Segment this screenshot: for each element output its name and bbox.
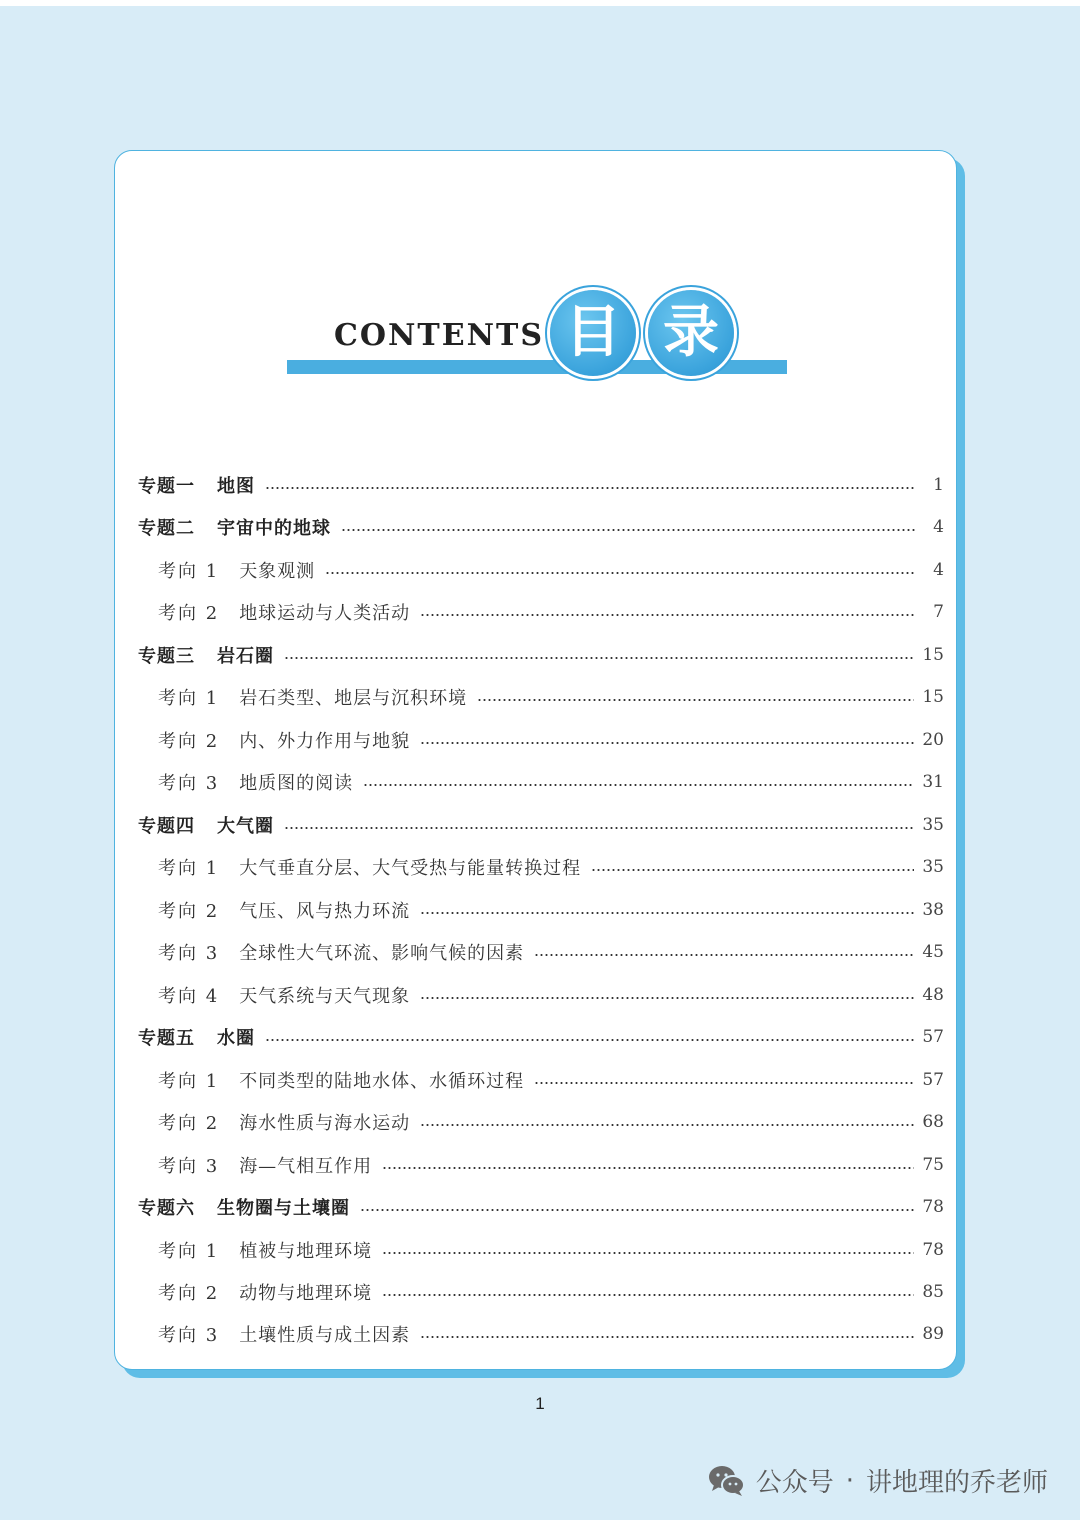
title-char-circle-1: 目 [550,290,636,376]
toc-topic-number: 考向 1 [158,688,220,709]
toc-page-number: 20 [922,730,944,750]
toc-section-title: 大气圈 [217,816,274,837]
dot-leader [265,487,916,489]
dot-leader [360,1209,914,1211]
toc-page-number: 89 [922,1324,944,1344]
dot-leader [382,1167,914,1169]
dot-leader [534,954,914,956]
toc-page-number: 15 [922,687,944,707]
toc-topic-title: 地球运动与人类活动 [239,603,411,624]
toc-page-number: 48 [922,985,944,1005]
dot-leader [382,1252,914,1254]
dot-leader [420,1124,914,1126]
toc-topic-row[interactable] [158,937,944,967]
toc-topic-number: 考向 4 [158,986,220,1007]
contents-title: CONTENTS [334,318,545,353]
toc-section-title: 地图 [217,476,255,497]
toc-page-number: 78 [922,1197,944,1217]
top-edge [0,0,1080,6]
toc-topic-title: 不同类型的陆地水体、水循环过程 [239,1071,525,1092]
toc-section-number: 专题三 [138,646,195,667]
watermark [708,1462,1048,1499]
toc-topic-row[interactable] [158,767,944,797]
toc-topic-row[interactable] [158,1065,944,1095]
toc-topic-title: 海—气相互作用 [239,1156,373,1177]
toc-topic-row[interactable] [158,682,944,712]
toc-topic-title: 海水性质与海水运动 [239,1113,411,1134]
dot-leader [284,657,914,659]
toc-topic-title: 气压、风与热力环流 [239,901,411,922]
toc-page-number: 31 [922,772,944,792]
page-number: 1 [535,1394,545,1413]
toc-topic-number: 考向 1 [158,1071,220,1092]
toc-page-number: 85 [922,1282,944,1302]
toc-page-number: 1 [933,475,944,495]
toc-section-number: 专题二 [138,518,195,539]
toc-topic-number: 考向 2 [158,901,220,922]
toc-section-row[interactable] [138,470,944,500]
dot-leader [477,699,914,701]
watermark-separator: · [845,1465,854,1496]
toc-section-row[interactable] [138,1022,944,1052]
toc-section-title: 宇宙中的地球 [217,518,331,539]
toc-page-number: 15 [922,645,944,665]
dot-leader [382,1294,914,1296]
toc-topic-number: 考向 3 [158,1325,220,1346]
toc-section-row[interactable] [138,640,944,670]
toc-topic-number: 考向 2 [158,1283,220,1304]
toc-topic-title: 全球性大气环流、影响气候的因素 [239,943,525,964]
dot-leader [265,1039,914,1041]
bottom-edge [0,1520,1080,1528]
toc-topic-number: 考向 3 [158,1156,220,1177]
toc-topic-title: 地质图的阅读 [239,773,354,794]
toc-page-number: 35 [922,857,944,877]
toc-topic-row[interactable] [158,1277,944,1307]
dot-leader [591,869,914,871]
toc-topic-title: 岩石类型、地层与沉积环境 [239,688,468,709]
toc-section-number: 专题六 [138,1198,195,1219]
toc-topic-row[interactable] [158,895,944,925]
toc-section-title: 水圈 [217,1028,255,1049]
toc-topic-number: 考向 2 [158,603,220,624]
dot-leader [325,572,916,574]
dot-leader [420,997,914,999]
toc-section-row[interactable] [138,1192,944,1222]
toc-topic-number: 考向 3 [158,943,220,964]
toc-page-number: 57 [922,1027,944,1047]
toc-page-number: 78 [922,1240,944,1260]
toc-topic-row[interactable] [158,555,944,585]
toc-topic-title: 天气系统与天气现象 [239,986,411,1007]
toc-topic-title: 动物与地理环境 [239,1283,373,1304]
toc-page-number: 45 [922,942,944,962]
wechat-icon [708,1464,746,1498]
toc-page-number: 57 [922,1070,944,1090]
toc-section-number: 专题五 [138,1028,195,1049]
toc-page-number: 38 [922,900,944,920]
dot-leader [420,614,916,616]
toc-topic-row[interactable] [158,1150,944,1180]
toc-page-number: 75 [922,1155,944,1175]
toc-section-title: 生物圈与土壤圈 [217,1198,350,1219]
toc-page-number: 7 [933,602,944,622]
toc-section-row[interactable] [138,512,944,542]
toc-page-number: 4 [933,517,944,537]
toc-topic-title: 内、外力作用与地貌 [239,731,411,752]
toc-topic-row[interactable] [158,980,944,1010]
toc-page-number: 4 [933,560,944,580]
toc-page-number: 35 [922,815,944,835]
watermark-account-type: 公众号 [755,1468,834,1498]
toc-topic-number: 考向 1 [158,1241,220,1262]
toc-topic-number: 考向 3 [158,773,220,794]
toc-topic-number: 考向 2 [158,1113,220,1134]
toc-topic-title: 大气垂直分层、大气受热与能量转换过程 [239,858,582,879]
toc-topic-number: 考向 1 [158,561,220,582]
toc-section-number: 专题四 [138,816,195,837]
toc-topic-row[interactable] [158,852,944,882]
toc-page-number: 68 [922,1112,944,1132]
toc-topic-row[interactable] [158,597,944,627]
title-char-circle-2: 录 [648,290,734,376]
toc-section-title: 岩石圈 [217,646,274,667]
toc-topic-title: 植被与地理环境 [239,1241,373,1262]
toc-topic-row[interactable] [158,725,944,755]
toc-topic-title: 天象观测 [239,561,316,582]
dot-leader [341,529,916,531]
dot-leader [420,1336,914,1338]
dot-leader [420,742,914,744]
toc-topic-row[interactable] [158,1319,944,1349]
toc-section-row[interactable] [138,810,944,840]
toc-topic-title: 土壤性质与成土因素 [239,1325,411,1346]
toc-topic-row[interactable] [158,1235,944,1265]
toc-topic-row[interactable] [158,1107,944,1137]
watermark-account-name: 讲地理的乔老师 [865,1468,1048,1498]
dot-leader [420,912,914,914]
dot-leader [534,1082,914,1084]
dot-leader [284,827,914,829]
toc-topic-number: 考向 2 [158,731,220,752]
dot-leader [363,784,914,786]
toc-section-number: 专题一 [138,476,195,497]
toc-topic-number: 考向 1 [158,858,220,879]
